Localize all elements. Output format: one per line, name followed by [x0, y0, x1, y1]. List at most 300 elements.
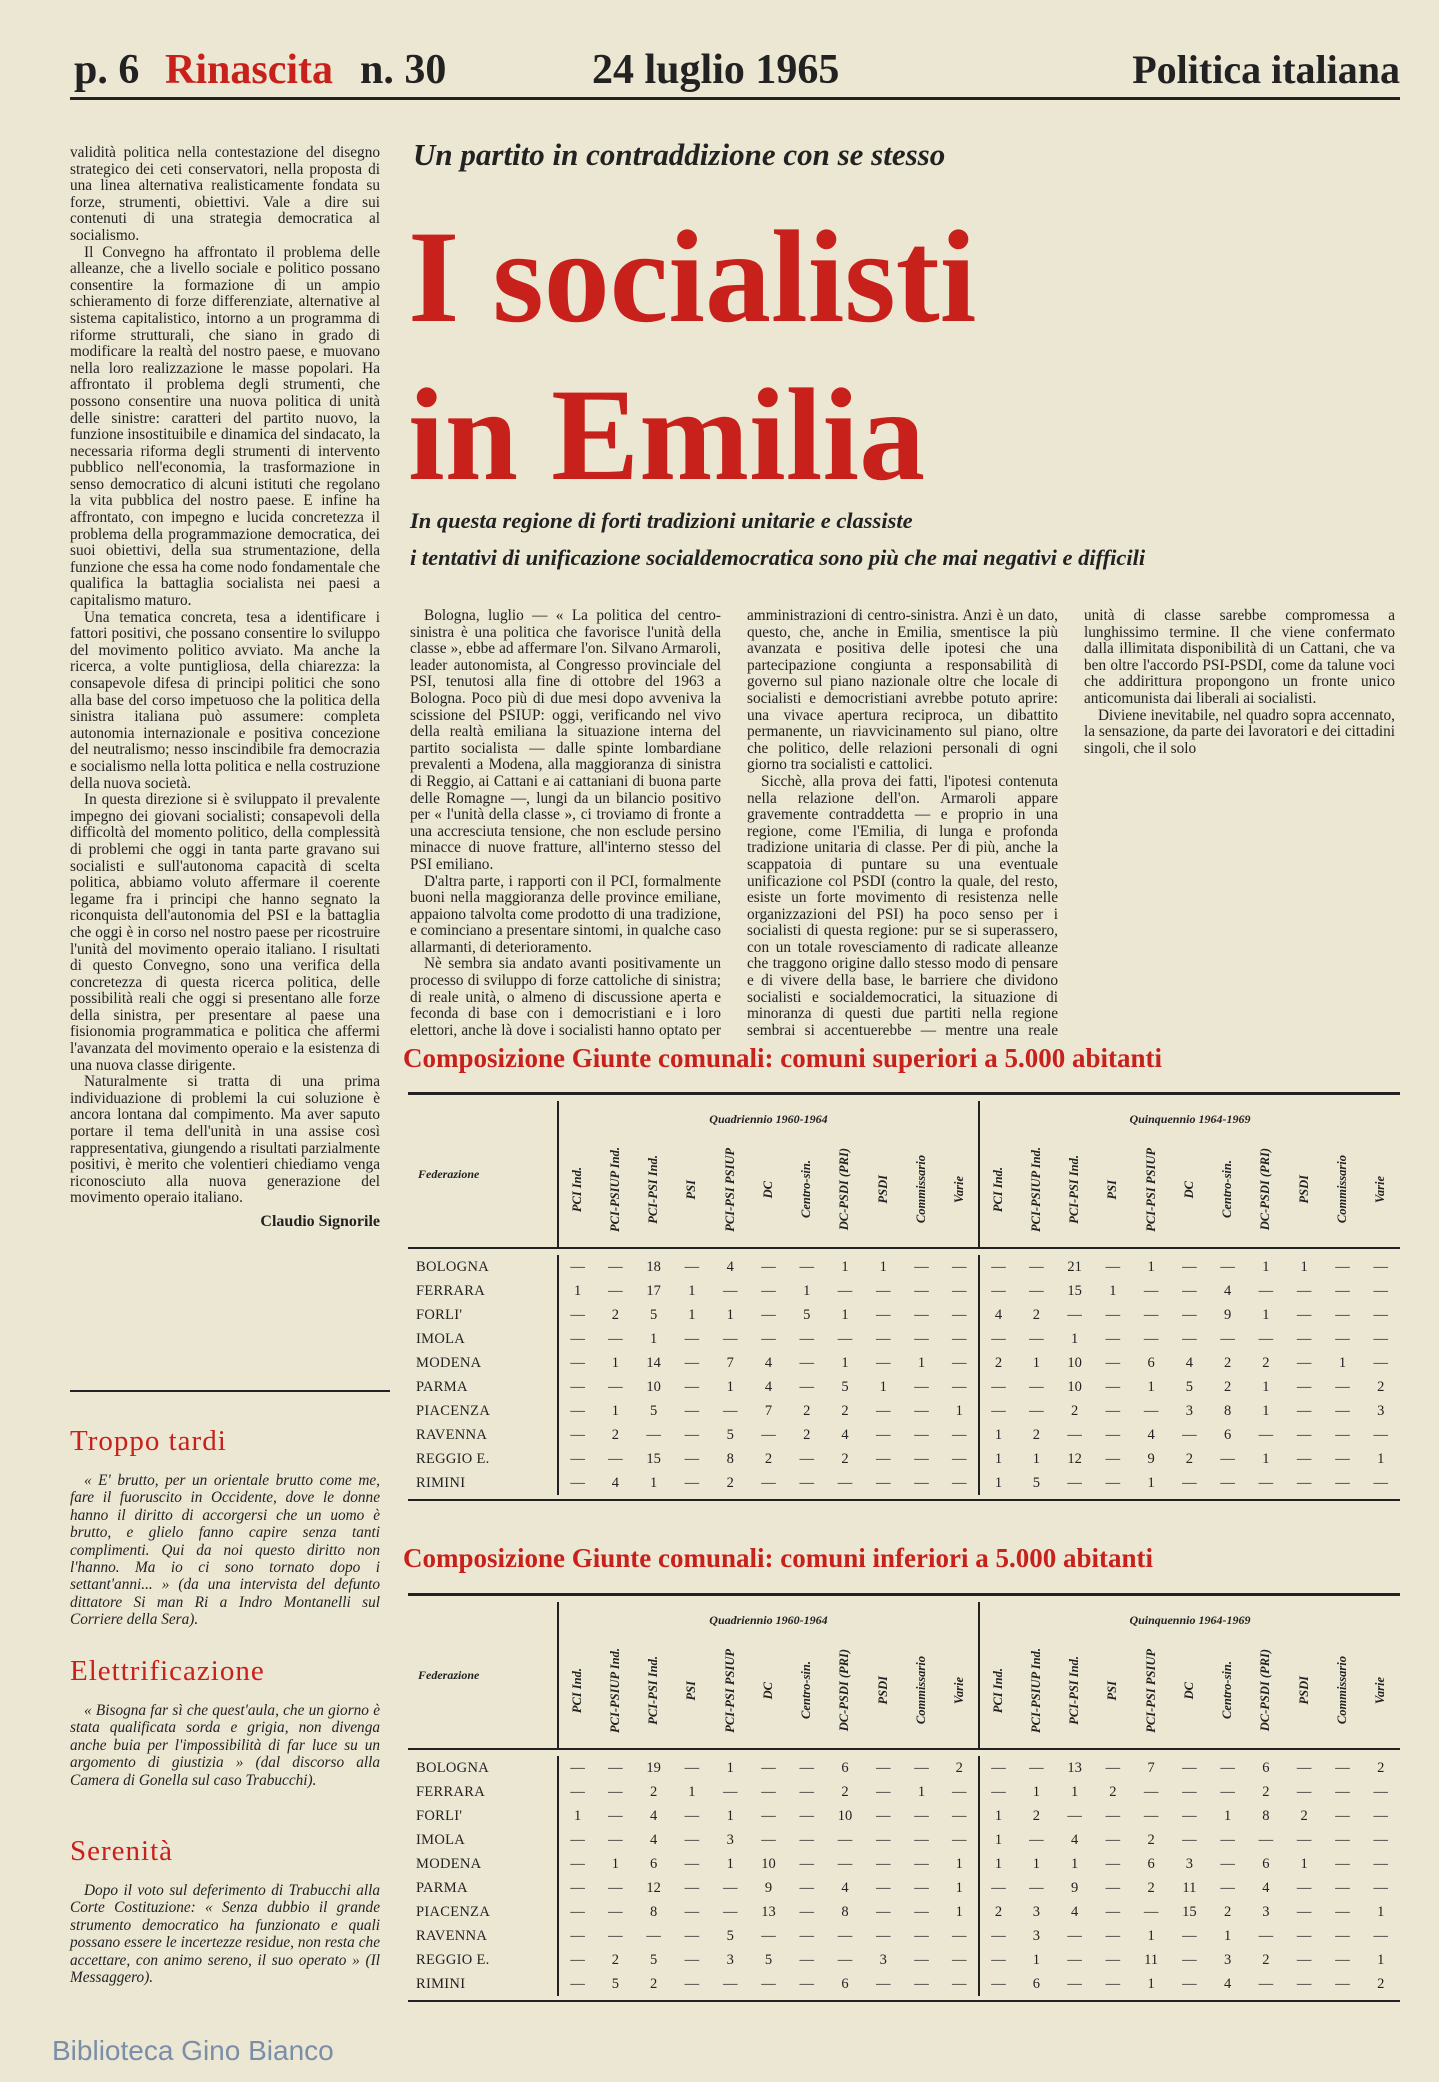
table-cell: 4 [611, 1474, 620, 1491]
table-cell: 3 [726, 1831, 734, 1848]
table-cell: 2 [611, 1951, 620, 1968]
table-cell: 5 [611, 1975, 620, 1992]
table-cell: 5 [841, 1378, 849, 1395]
table-cell: 2 [1262, 1354, 1270, 1371]
table-cell: — [799, 1450, 814, 1467]
table-cell: 7 [726, 1354, 734, 1371]
table-cell: — [761, 1807, 776, 1824]
table-cell: 8 [1262, 1807, 1270, 1824]
column-header: DC-PSDI (PRI) [826, 1638, 864, 1749]
table-cell: — [761, 1330, 776, 1347]
table-row [408, 1447, 1400, 1471]
table-cell: — [608, 1831, 623, 1848]
table-cell: — [558, 1780, 596, 1804]
table-cell: — [952, 1975, 967, 1992]
table-row [408, 1828, 1400, 1852]
issue-date: 24 luglio 1965 [592, 47, 840, 93]
table-cell: 18 [646, 1258, 661, 1275]
table-cell: 5 [764, 1951, 773, 1968]
table-cell: — [952, 1306, 967, 1323]
table-row [408, 1780, 1400, 1804]
table-cell: — [1296, 1354, 1312, 1371]
left-column-article [70, 145, 380, 1231]
table-cell: 2 [979, 1351, 1017, 1375]
table-cell: — [1335, 1330, 1350, 1347]
column-header: PCI-PSI Ind. [635, 1638, 673, 1749]
table-cell: — [799, 1474, 814, 1491]
period-header: Quinquennio 1964-1969 [979, 1602, 1400, 1638]
table-cell: 1 [917, 1783, 926, 1800]
column-header: DC [749, 1137, 787, 1248]
table-cell: — [608, 1258, 623, 1275]
table-cell: — [1335, 1975, 1350, 1992]
federazione-cell: RAVENNA [416, 1927, 488, 1944]
table-cell: 2 [1147, 1831, 1155, 1848]
column-header: Centro-sin. [788, 1638, 826, 1749]
column-header: PCI Ind. [979, 1137, 1017, 1248]
federazione-cell: PARMA [416, 1378, 468, 1395]
table-row [408, 1972, 1400, 1996]
brief-troppo-tardi [70, 1425, 380, 1629]
table-cell: 4 [841, 1426, 849, 1443]
table-cell: — [1258, 1831, 1274, 1848]
column-header: PSI [673, 1137, 711, 1248]
table-cell: — [837, 1831, 853, 1848]
federazione-cell: RAVENNA [416, 1426, 488, 1443]
table-cell: — [1105, 1975, 1121, 1992]
table-cell: — [646, 1927, 661, 1944]
table-cell: — [1373, 1258, 1389, 1275]
brief-title: Troppo tardi [70, 1425, 227, 1457]
table-cell: 5 [1185, 1378, 1193, 1395]
federazione-cell: BOLOGNA [416, 1759, 489, 1776]
table-cell: — [1296, 1783, 1312, 1800]
table-cell: — [952, 1354, 967, 1371]
table-cell: — [799, 1378, 814, 1395]
table-cell: — [914, 1879, 929, 1896]
table-cell: — [1296, 1426, 1312, 1443]
article-paragraph: Diviene inevitabile, nel quadro sopra accennato, la sensazione, da parte dei lavoratori e dei cittadini singoli, che il solo [1084, 706, 1395, 757]
table-cell: — [1335, 1927, 1350, 1944]
table-cell: — [761, 1306, 776, 1323]
table-cell: 1 [1262, 1306, 1270, 1323]
table-cell: — [1182, 1330, 1197, 1347]
table-cell: — [558, 1756, 596, 1780]
table-cell: 2 [1300, 1807, 1308, 1824]
table-cell: 2 [841, 1783, 849, 1800]
masthead-rule [70, 97, 1400, 100]
period-header: Quadriennio 1960-1964 [558, 1101, 979, 1137]
table-cell: 7 [764, 1402, 773, 1419]
table-cell: — [558, 1255, 596, 1279]
table-cell: 5 [726, 1927, 734, 1944]
table-cell: — [979, 1948, 1017, 1972]
table-cell: 17 [646, 1282, 661, 1299]
table-cell: — [1105, 1951, 1121, 1968]
table-cell: 3 [1224, 1951, 1232, 1968]
data-table [408, 1092, 1400, 1501]
table-cell: — [876, 1855, 891, 1872]
table-cell: — [1105, 1306, 1121, 1323]
table-cell: 4 [650, 1831, 658, 1848]
table-cell: — [1296, 1282, 1312, 1299]
table-cell: 9 [764, 1879, 773, 1896]
table-cell: 1 [979, 1804, 1017, 1828]
column-header: PCI-PSI PSIUP [1132, 1638, 1170, 1749]
table-cell: 2 [1070, 1402, 1079, 1419]
table-cell: — [1296, 1330, 1312, 1347]
table-cell: — [799, 1855, 814, 1872]
table-cell: — [952, 1927, 967, 1944]
table-cell: 6 [1262, 1759, 1270, 1776]
table-cell: — [979, 1279, 1017, 1303]
table-cell: — [952, 1807, 967, 1824]
table-cell: 12 [1067, 1450, 1082, 1467]
table-cell: — [1067, 1951, 1082, 1968]
table-cell: — [558, 1828, 596, 1852]
column-header: Varie [941, 1638, 979, 1749]
table-cell: 6 [1032, 1975, 1040, 1992]
table-cell: — [1373, 1855, 1389, 1872]
table-cell: 1 [979, 1447, 1017, 1471]
table-cell: 2 [650, 1783, 658, 1800]
table-cell: — [979, 1375, 1017, 1399]
table-cell: 1 [1377, 1951, 1385, 1968]
federazione-cell: FORLI' [416, 1807, 463, 1824]
table-cell: — [952, 1330, 967, 1347]
article-paragraph: D'altra parte, i rapporti con il PCI, formalmente buoni nella maggioranza delle province emiliane, appaiono talvolta come prodotto di una tradizione, e cominciano a presentare sintomi, in qualche caso allarmanti, di deterioramento. [410, 872, 721, 956]
table-cell: — [558, 1375, 596, 1399]
table-cell: 5 [1032, 1474, 1040, 1491]
table-cell: — [1143, 1783, 1159, 1800]
table-cell: — [914, 1426, 929, 1443]
table-cell: — [799, 1975, 814, 1992]
federazione-cell: MODENA [416, 1354, 482, 1371]
table-cell: — [1105, 1879, 1121, 1896]
table-cell: — [684, 1402, 700, 1419]
table-cell: 1 [650, 1330, 658, 1347]
brief-text: « Bisogna far sì che quest'aula, che un giorno è stata qualificata sorda e grigia, non divenga anche buia per l'impossibilità di far luce su un argomento di giustizia » (dal discorso alla Camera di Gonella sul caso Trabucchi). [70, 1702, 380, 1789]
subhead-line: i tentativi di unificazione socialdemocratica sono più che mai negativi e difficili [410, 545, 1146, 570]
table-cell: — [914, 1855, 929, 1872]
table-cell: 15 [646, 1450, 661, 1467]
table-cell: — [684, 1831, 700, 1848]
table-cell: — [1182, 1306, 1197, 1323]
table-cell: — [1105, 1759, 1121, 1776]
table-cell: 3 [1185, 1855, 1193, 1872]
table-cell: — [952, 1783, 967, 1800]
table-cell: 1 [1224, 1807, 1232, 1824]
table-cell: 4 [1147, 1426, 1155, 1443]
table-cell: — [979, 1756, 1017, 1780]
table-cell: 8 [650, 1903, 658, 1920]
table-cell: — [684, 1975, 700, 1992]
table-cell: 8 [726, 1450, 734, 1467]
table-cell: — [1029, 1402, 1044, 1419]
column-header: PCI-PSIUP Ind. [1017, 1137, 1055, 1248]
table-cell: — [558, 1948, 596, 1972]
table-cell: 1 [955, 1903, 963, 1920]
table-cell: 2 [1224, 1354, 1232, 1371]
table-cell: — [1296, 1831, 1312, 1848]
table-cell: 1 [688, 1306, 696, 1323]
table-cell: — [876, 1807, 891, 1824]
table-cell: — [799, 1927, 814, 1944]
table-cell: 5 [650, 1951, 658, 1968]
table-cell: — [608, 1927, 623, 1944]
table-cell: 3 [1032, 1903, 1040, 1920]
table-cell: — [952, 1426, 967, 1443]
column-header: DC-PSDI (PRI) [1247, 1638, 1285, 1749]
table-cell: — [876, 1759, 891, 1776]
table-row [408, 1471, 1400, 1495]
table-cell: 4 [764, 1354, 773, 1371]
table-cell: 2 [1377, 1975, 1385, 1992]
table-cell: 6 [1262, 1855, 1270, 1872]
table-cell: 1 [1262, 1402, 1270, 1419]
table-cell: — [914, 1306, 929, 1323]
column-header: Varie [941, 1137, 979, 1248]
table-cell: — [684, 1927, 700, 1944]
table-cell: 1 [1032, 1354, 1040, 1371]
table-cell: 2 [1109, 1783, 1117, 1800]
table-cell: 3 [1185, 1402, 1193, 1419]
table-cell: — [876, 1903, 891, 1920]
table-cell: — [1220, 1258, 1235, 1275]
table-cell: — [1220, 1474, 1235, 1491]
table-cell: — [1296, 1879, 1312, 1896]
table-cell: 2 [1262, 1783, 1270, 1800]
table-cell: 15 [1067, 1282, 1082, 1299]
federazione-header: Federazione [408, 1101, 558, 1248]
table-cell: — [1182, 1258, 1197, 1275]
column-header: PCI-PSI PSIUP [711, 1638, 749, 1749]
table-cell: — [1182, 1426, 1197, 1443]
table-cell: 2 [955, 1759, 963, 1776]
table-cell: — [558, 1972, 596, 1996]
table-cell: 1 [688, 1783, 696, 1800]
column-header: Centro-sin. [788, 1137, 826, 1248]
table-cell: — [1335, 1879, 1350, 1896]
table-cell: — [1335, 1282, 1350, 1299]
table-cell: — [1220, 1783, 1235, 1800]
subhead-line: In questa regione di forti tradizioni unitarie e classiste [410, 508, 913, 533]
magazine-name: Rinascita [165, 47, 333, 93]
table-cell: — [979, 1399, 1017, 1423]
column-header: PCI-PSIUP Ind. [1017, 1638, 1055, 1749]
table-cell: — [722, 1282, 738, 1299]
table-cell: — [1296, 1474, 1312, 1491]
table-cell: — [914, 1258, 929, 1275]
table-cell: 5 [803, 1306, 811, 1323]
table-cell: 1 [1262, 1378, 1270, 1395]
table-cell: — [684, 1879, 700, 1896]
table-cell: — [558, 1447, 596, 1471]
table-title: Composizione Giunte comunali: comuni superiori a 5.000 abitanti [403, 1043, 1163, 1073]
table-cell: — [1067, 1474, 1082, 1491]
table-cell: — [1296, 1951, 1312, 1968]
table-cell: — [1335, 1306, 1350, 1323]
column-header: Varie [1362, 1638, 1400, 1749]
table-cell: 1 [1147, 1975, 1155, 1992]
table-cell: 7 [1147, 1759, 1155, 1776]
table-cell: — [558, 1852, 596, 1876]
table-cell: 4 [1070, 1831, 1079, 1848]
table-cell: — [1143, 1903, 1159, 1920]
table-cell: 2 [650, 1975, 658, 1992]
table-cell: 1 [803, 1282, 811, 1299]
table-cell: — [799, 1258, 814, 1275]
table-cell: — [914, 1450, 929, 1467]
table-cell: 1 [1300, 1855, 1308, 1872]
table-row [408, 1756, 1400, 1780]
column-header: Varie [1362, 1137, 1400, 1248]
table-cell: — [876, 1975, 891, 1992]
table-cell: — [837, 1282, 853, 1299]
table-cell: — [979, 1780, 1017, 1804]
table-cell: — [1105, 1474, 1121, 1491]
table-cell: — [1335, 1426, 1350, 1443]
table-cell: — [837, 1474, 853, 1491]
table-cell: — [684, 1258, 700, 1275]
table-cell: 1 [1147, 1474, 1155, 1491]
table-cell: 1 [611, 1855, 620, 1872]
table-cell: 1 [879, 1258, 887, 1275]
table-cell: 1 [917, 1354, 926, 1371]
table-cell: — [1220, 1855, 1235, 1872]
table-cell: 1 [1032, 1783, 1040, 1800]
federazione-cell: RIMINI [416, 1975, 466, 1992]
table-cell: — [761, 1426, 776, 1443]
table-cell: — [952, 1474, 967, 1491]
table-cell: — [1143, 1402, 1159, 1419]
table-cell: — [952, 1831, 967, 1848]
period-header: Quinquennio 1964-1969 [979, 1101, 1400, 1137]
federazione-cell: REGGIO E. [416, 1951, 490, 1968]
table-cell: — [1335, 1831, 1350, 1848]
table-cell: 10 [646, 1378, 661, 1395]
table-row [408, 1948, 1400, 1972]
column-header: PCI-PSIUP Ind. [596, 1137, 634, 1248]
table-cell: 1 [1070, 1783, 1079, 1800]
table-cell: 6 [1224, 1426, 1232, 1443]
table-cell: 2 [841, 1402, 849, 1419]
table-cell: 1 [726, 1306, 734, 1323]
table-row [408, 1255, 1400, 1279]
table-cell: — [1296, 1759, 1312, 1776]
article-body [410, 608, 1395, 1048]
section-title: Politica italiana [1132, 47, 1400, 92]
table-cell: 6 [1147, 1855, 1155, 1872]
table-cell: — [761, 1282, 776, 1299]
federazione-cell: FORLI' [416, 1306, 463, 1323]
table-cell: 2 [1032, 1426, 1040, 1443]
table-cell: 1 [979, 1828, 1017, 1852]
table-cell: — [914, 1951, 929, 1968]
table-cell: 1 [688, 1282, 696, 1299]
table-cell: — [799, 1783, 814, 1800]
table-cell: — [1029, 1282, 1044, 1299]
table-cell: — [876, 1450, 891, 1467]
table-cell: — [608, 1879, 623, 1896]
table-cell: 1 [1109, 1282, 1117, 1299]
table-cell: 2 [611, 1426, 620, 1443]
table-cell: 4 [841, 1879, 849, 1896]
brief-text: Dopo il voto sul deferimento di Trabucchi alla Corte Costituzione: « Senza dubbio il grande strumento democratico ha funzionato e quali possano essere le incertezze residue, non resta che accettare, con animo sereno, il suo operato » (Il Messaggero). [70, 1882, 380, 1987]
table-cell: 1 [726, 1759, 734, 1776]
table-cell: — [914, 1807, 929, 1824]
table-cell: — [799, 1807, 814, 1824]
table-cell: — [1335, 1759, 1350, 1776]
table-row [408, 1351, 1400, 1375]
table-cell: 9 [1147, 1450, 1155, 1467]
table-cell: — [837, 1927, 853, 1944]
table-cell: — [914, 1474, 929, 1491]
table-cell: 5 [650, 1402, 658, 1419]
table-cell: — [1067, 1306, 1082, 1323]
table-cell: 1 [1338, 1354, 1347, 1371]
column-header: PCI-PSI Ind. [635, 1137, 673, 1248]
table-cell: — [1182, 1831, 1197, 1848]
table-cell: — [1105, 1378, 1121, 1395]
federazione-cell: PARMA [416, 1879, 468, 1896]
table-cell: — [876, 1354, 891, 1371]
table-cell: 4 [1224, 1282, 1232, 1299]
table-cell: — [799, 1354, 814, 1371]
table-cell: 2 [1032, 1306, 1040, 1323]
table-cell: — [684, 1354, 700, 1371]
table-cell: — [558, 1351, 596, 1375]
masthead [70, 42, 1400, 98]
table-cell: 15 [1182, 1903, 1197, 1920]
column-header: DC [1170, 1638, 1208, 1749]
table-cell: — [684, 1450, 700, 1467]
table-cell: 1 [611, 1402, 620, 1419]
table-cell: — [1373, 1330, 1389, 1347]
table-cell: — [1143, 1807, 1159, 1824]
table-cell: 4 [726, 1258, 734, 1275]
table-cell: — [722, 1783, 738, 1800]
table-cell: — [1296, 1975, 1312, 1992]
brief-text: « E' brutto, per un orientale brutto come me, fare il fuoruscito in Occidente, dove le donne hanno il diritto di accorgersi che un uomo è brutto, e glielo fanno capire senza tanti complimenti. Qui da noi questo diritto non l'hanno. Ma io ci sono tornato dopo i settant'anni... » (da una intervista del defunto dittatore Si man Ri a Indro Montanelli sul Corriere della Sera). [70, 1472, 380, 1629]
table-cell: 1 [1147, 1258, 1155, 1275]
table-cell: — [1105, 1855, 1121, 1872]
table-cell: 2 [803, 1402, 811, 1419]
table-cell: 12 [646, 1879, 661, 1896]
table-cell: 2 [1377, 1759, 1385, 1776]
article-kicker: Un partito in contraddizione con se stesso [413, 137, 946, 172]
table-cell: — [1067, 1807, 1082, 1824]
table-cell: 1 [726, 1378, 734, 1395]
table-cell: — [558, 1924, 596, 1948]
column-header: DC-PSDI (PRI) [1247, 1137, 1285, 1248]
table-cell: — [914, 1975, 929, 1992]
table-cell: — [1029, 1330, 1044, 1347]
table-cell: 1 [1032, 1450, 1040, 1467]
library-watermark: Biblioteca Gino Bianco [52, 2035, 334, 2066]
table-cell: 1 [726, 1855, 734, 1872]
table-cell: — [684, 1855, 700, 1872]
table-cell: — [722, 1330, 738, 1347]
table-cell: — [1296, 1450, 1312, 1467]
table-cell: — [1182, 1474, 1197, 1491]
brief-serenita [70, 1835, 380, 1986]
table-cell: — [684, 1903, 700, 1920]
table-cell: — [761, 1474, 776, 1491]
table-cell: — [684, 1807, 700, 1824]
table-cell: 2 [1147, 1879, 1155, 1896]
table-cell: — [1067, 1975, 1082, 1992]
